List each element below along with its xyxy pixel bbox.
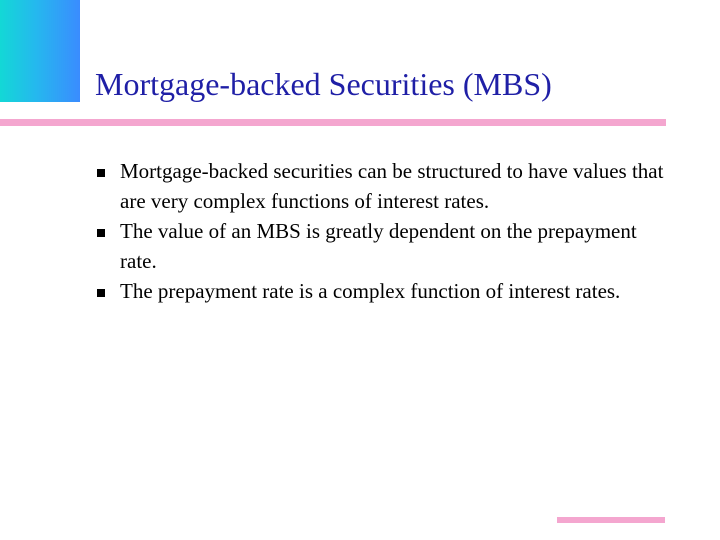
footer-accent-rule [557, 517, 665, 523]
square-bullet-icon [97, 169, 105, 177]
bullet-text: Mortgage-backed securities can be structured to have values that are very complex functions of interest rates. [120, 159, 664, 213]
bullet-item [97, 216, 677, 276]
title-underline-rule [0, 119, 666, 126]
bullet-text: The prepayment rate is a complex function of interest rates. [120, 279, 621, 303]
square-bullet-icon [97, 229, 105, 237]
slide-title: Mortgage-backed Securities (MBS) [95, 66, 552, 102]
square-bullet-icon [97, 289, 105, 297]
gradient-accent-bar [0, 0, 80, 102]
bullet-text: The value of an MBS is greatly dependent on the prepayment rate. [120, 219, 637, 273]
bullet-item [97, 276, 677, 306]
bullet-item [97, 156, 677, 216]
bullet-list [97, 156, 677, 306]
